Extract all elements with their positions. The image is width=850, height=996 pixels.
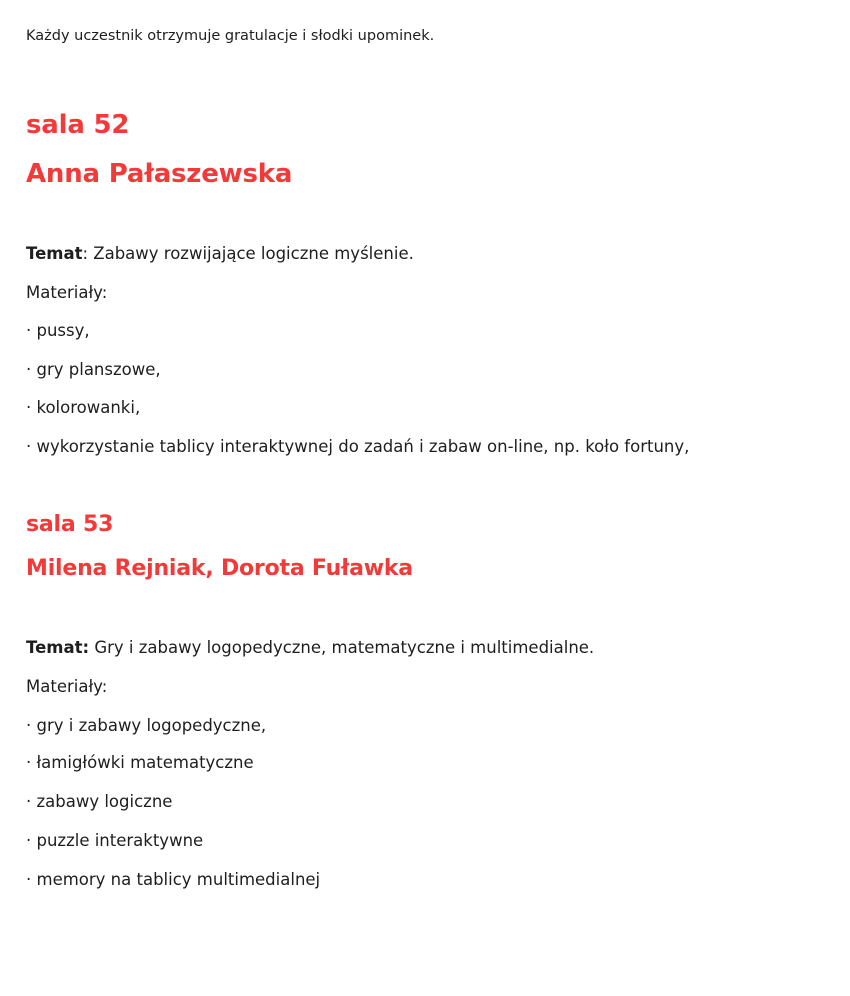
materials-label-53: Materiały: — [26, 677, 108, 696]
material-item: · kolorowanki, — [26, 398, 141, 417]
room-heading-53: sala 53 — [26, 512, 114, 537]
teacher-heading-52: Anna Pałaszewska — [26, 159, 293, 189]
material-item: · wykorzystanie tablicy interaktywnej do zadań i zabaw on-line, np. koło fortuny, — [26, 437, 690, 456]
material-item: · pussy, — [26, 321, 90, 340]
topic-text: : Zabawy rozwijające logiczne myślenie. — [82, 244, 414, 263]
material-item: · gry planszowe, — [26, 360, 161, 379]
material-item: · zabawy logiczne — [26, 792, 173, 811]
topic-line-53 — [26, 638, 594, 658]
material-item: · puzzle interaktywne — [26, 831, 204, 850]
teacher-heading-53: Milena Rejniak, Dorota Fuławka — [26, 556, 413, 581]
topic-label: Temat — [26, 244, 83, 263]
room-heading-52: sala 52 — [26, 110, 130, 140]
materials-label-52: Materiały: — [26, 283, 108, 302]
material-item: · memory na tablicy multimedialnej — [26, 870, 321, 889]
intro-text: Każdy uczestnik otrzymuje gratulacje i słodki upominek. — [26, 28, 435, 44]
topic-line-52 — [26, 244, 414, 264]
topic-text: Gry i zabawy logopedyczne, matematyczne i multimedialne. — [89, 638, 595, 657]
material-item: · gry i zabawy logopedyczne, — [26, 716, 267, 735]
material-item: · łamigłówki matematyczne — [26, 753, 254, 772]
topic-label: Temat: — [26, 638, 90, 657]
